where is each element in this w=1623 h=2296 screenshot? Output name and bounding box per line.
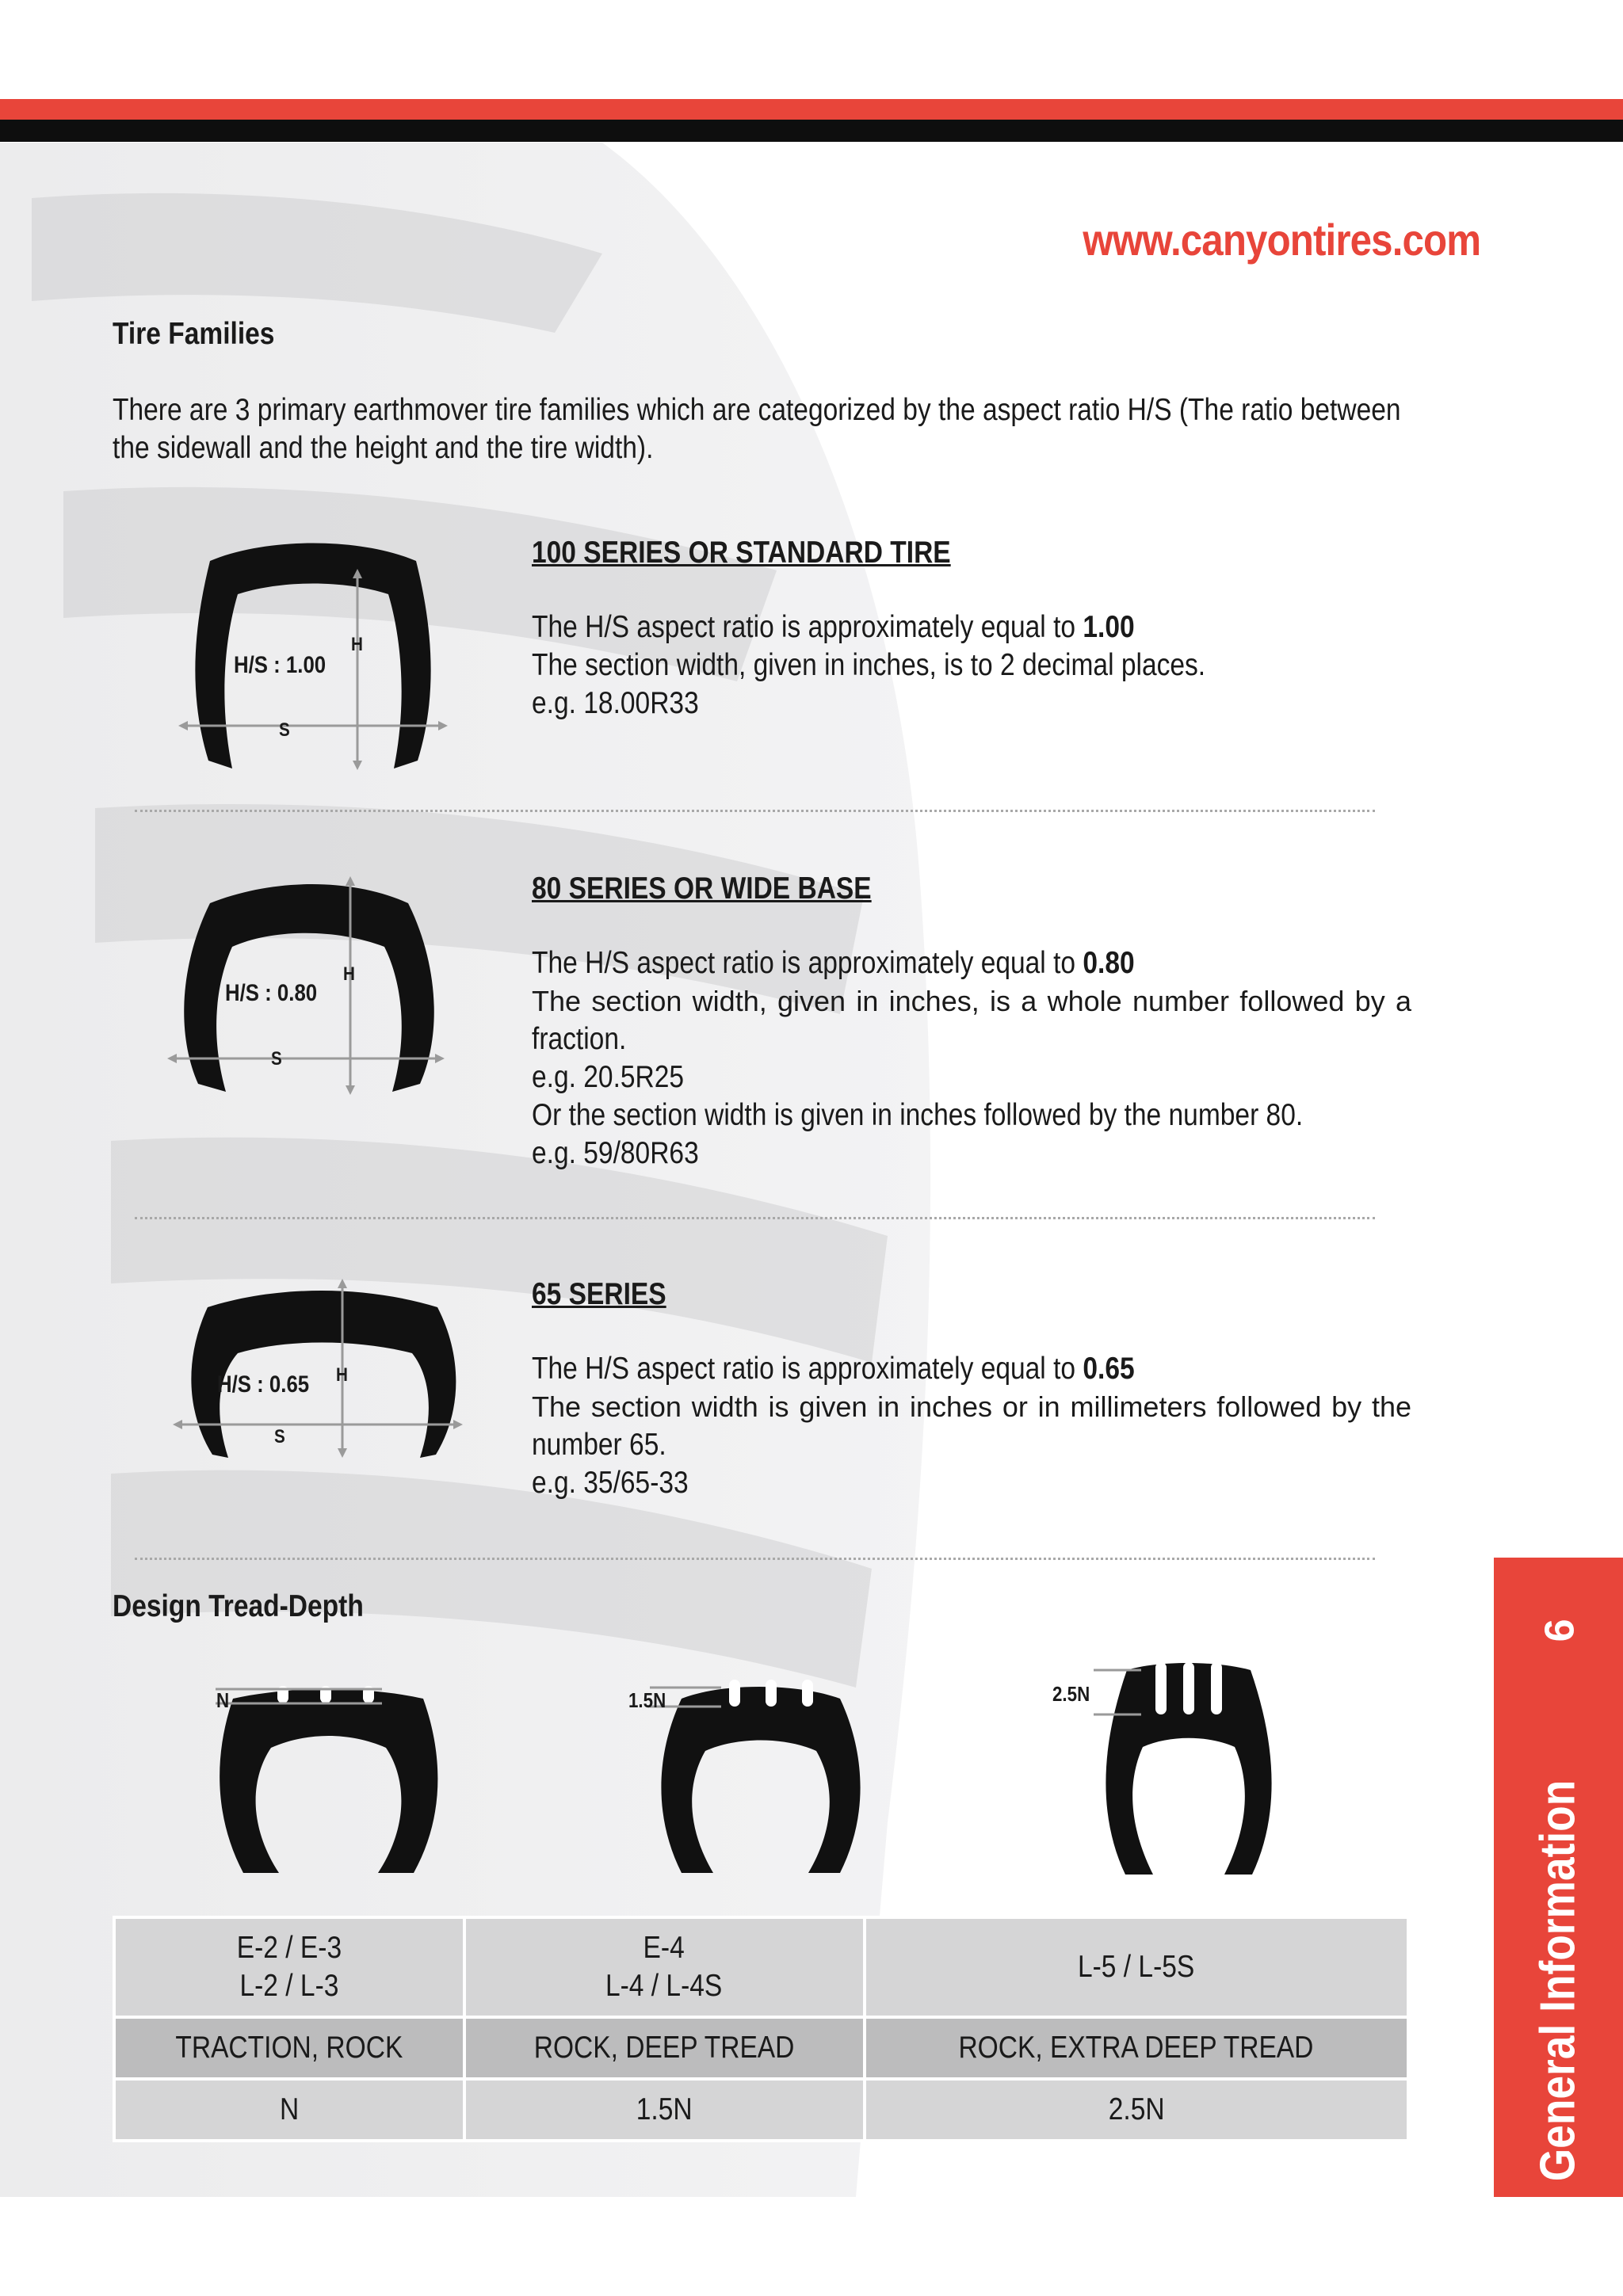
- website-url[interactable]: www.canyontires.com: [1083, 215, 1480, 265]
- header-black-bar: [0, 120, 1623, 142]
- series-100-line3: e.g. 18.00R33: [532, 686, 699, 720]
- table-row: [114, 1917, 1408, 2017]
- table-cell: 2.5N: [865, 2079, 1408, 2141]
- page-number: 9: [1535, 1619, 1582, 1642]
- divider: [135, 810, 1375, 812]
- series-80-ratio: The H/S aspect ratio is approximately equal to 0.80: [532, 946, 1135, 980]
- ratio-label-65: H/S : 0.65: [217, 1371, 310, 1398]
- series-100-ratio: The H/S aspect ratio is approximately equal to 1.00: [532, 610, 1135, 644]
- table-cell: TRACTION, ROCK: [114, 2017, 464, 2079]
- table-cell: E-2 / E-3 L-2 / L-3: [114, 1917, 464, 2017]
- ratio-label-80: H/S : 0.80: [225, 980, 318, 1006]
- table-cell: ROCK, DEEP TREAD: [464, 2017, 865, 2079]
- series-100-ratio-value: 1.00: [1083, 610, 1135, 644]
- tire-families-heading: Tire Families: [113, 317, 275, 351]
- width-label-100: S: [279, 719, 290, 741]
- series-100-title: 100 SERIES OR STANDARD TIRE: [532, 536, 951, 570]
- tread-label-1-5n: 1.5N: [628, 1688, 666, 1712]
- series-80-line3: fraction.: [532, 1022, 627, 1056]
- table-cell: E-4 L-4 / L-4S: [464, 1917, 865, 2017]
- series-80-ratio-value: 0.80: [1083, 946, 1135, 980]
- ratio-label-100: H/S : 1.00: [234, 652, 327, 678]
- series-65-title: 65 SERIES: [532, 1277, 666, 1311]
- tire-cross-section: [220, 1689, 437, 1873]
- series-65-line3: number 65.: [532, 1428, 666, 1462]
- height-label-65: H: [336, 1364, 348, 1386]
- tread-depth-table: [113, 1916, 1410, 2142]
- table-cell: L-5 / L-5S: [865, 1917, 1408, 2017]
- section-label: General Information: [1530, 1779, 1586, 2182]
- footer-band: [0, 2197, 1623, 2296]
- tread-label-2-5n: 2.5N: [1052, 1682, 1090, 1706]
- divider: [135, 1217, 1375, 1219]
- table-cell: 1.5N: [464, 2079, 865, 2141]
- intro-line-1: There are 3 primary earthmover tire families which are categorized by the aspect ratio H/S (The ratio between: [113, 393, 1401, 427]
- tread-diagram-n: [216, 1678, 441, 1876]
- width-label-65: S: [274, 1426, 285, 1447]
- tread-diagram-1-5n: [650, 1670, 868, 1876]
- tread-depth-heading: Design Tread-Depth: [113, 1589, 364, 1623]
- header-red-bar: [0, 99, 1623, 120]
- series-80-line5: Or the section width is given in inches followed by the number 80.: [532, 1098, 1304, 1132]
- series-65-ratio: The H/S aspect ratio is approximately equal to 0.65: [532, 1352, 1135, 1386]
- series-65-line2: The section width is given in inches or in millimeters followed by the: [532, 1390, 1411, 1423]
- divider: [135, 1558, 1375, 1560]
- series-65-line4: e.g. 35/65-33: [532, 1466, 689, 1500]
- series-80-title: 80 SERIES OR WIDE BASE: [532, 871, 872, 906]
- height-label-80: H: [343, 963, 355, 985]
- tire-cross-section: [661, 1687, 860, 1873]
- table-row: [114, 2017, 1408, 2079]
- table-row: [114, 2079, 1408, 2141]
- tread-label-n: N: [216, 1688, 230, 1712]
- width-label-80: S: [271, 1048, 282, 1070]
- intro-line-2: the sidewall and the height and the tire width).: [113, 431, 654, 465]
- series-100-line2: The section width, given in inches, is to 2 decimal places.: [532, 648, 1206, 682]
- tread-diagram-2-5n: [1094, 1656, 1284, 1878]
- series-65-ratio-value: 0.65: [1083, 1352, 1135, 1386]
- table-cell: N: [114, 2079, 464, 2141]
- series-80-line6: e.g. 59/80R63: [532, 1136, 699, 1170]
- series-80-line4: e.g. 20.5R25: [532, 1060, 685, 1094]
- tire-diagram-65-series: [166, 1274, 468, 1464]
- table-cell: ROCK, EXTRA DEEP TREAD: [865, 2017, 1408, 2079]
- series-80-line2: The section width, given in inches, is a whole number followed by a: [532, 985, 1411, 1017]
- height-label-100: H: [351, 634, 363, 655]
